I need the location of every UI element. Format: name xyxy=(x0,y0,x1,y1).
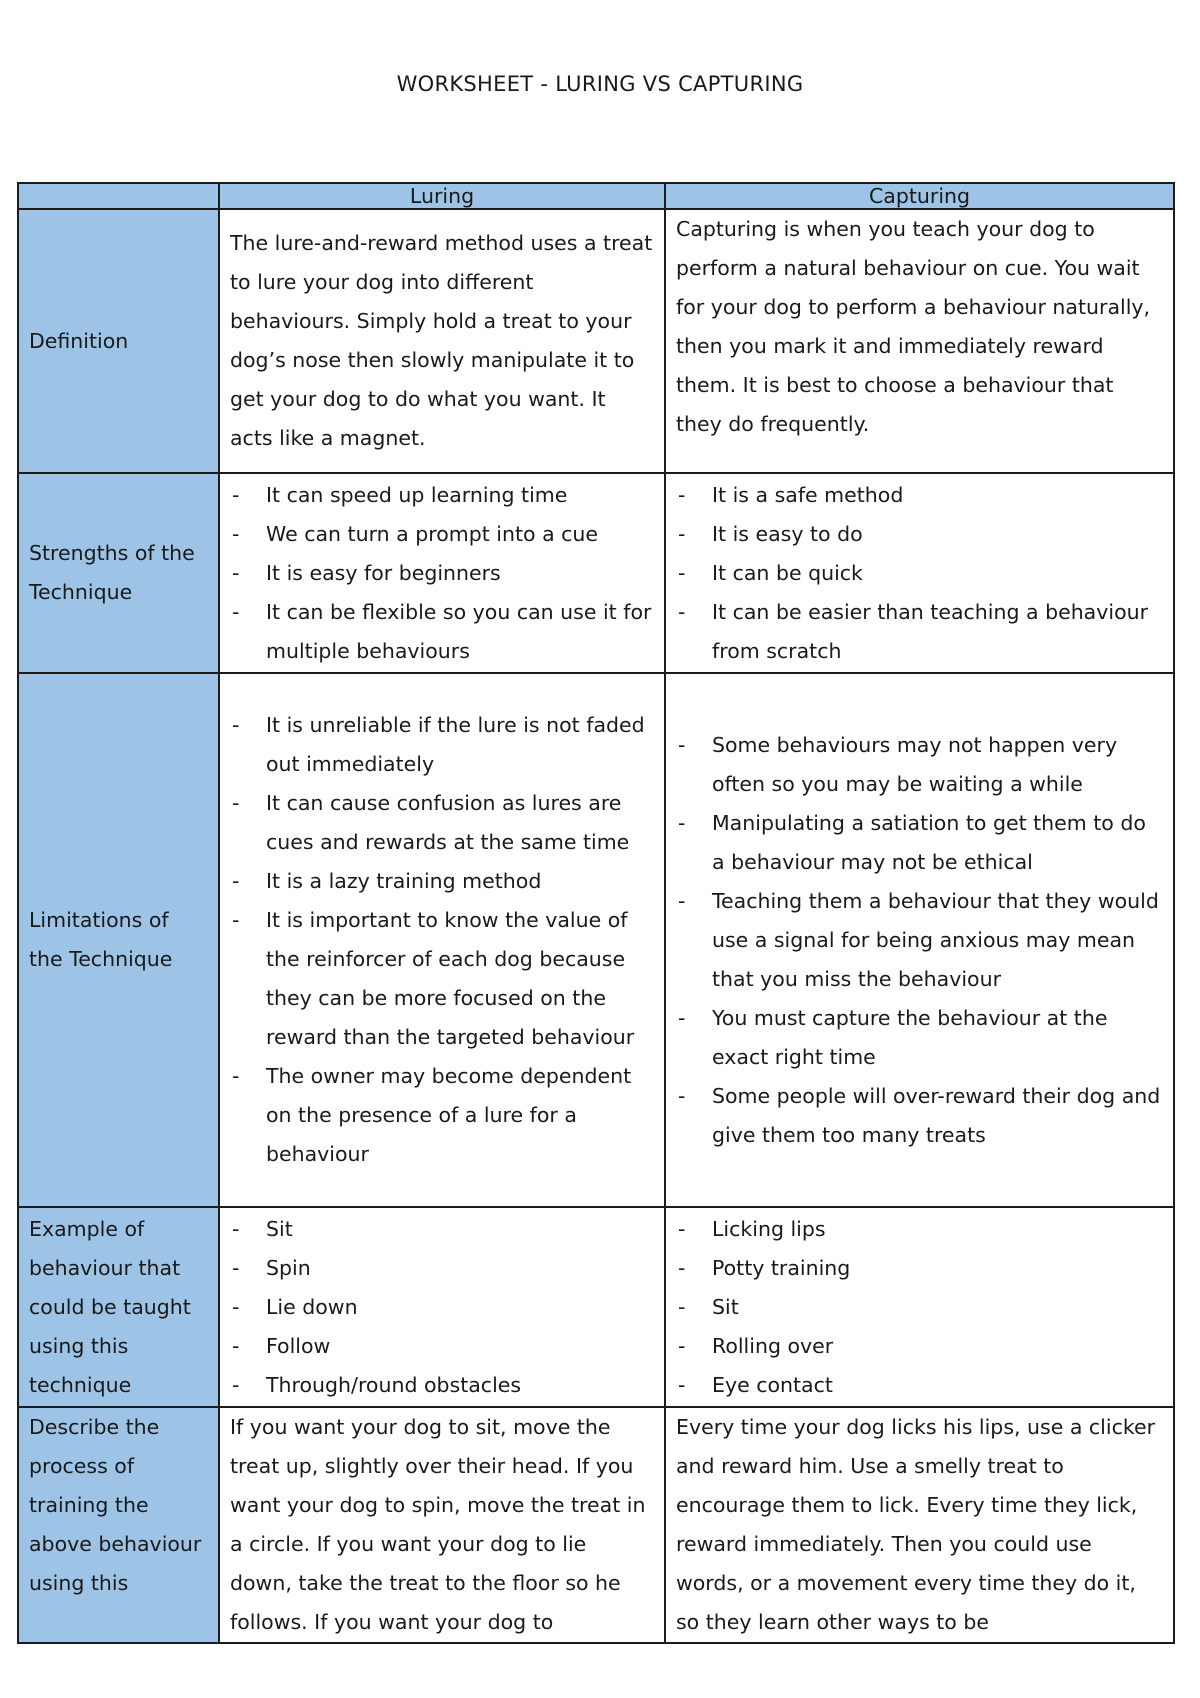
definition-capturing-text: Capturing is when you teach your dog to perform a natural behaviour on cue. You wait for your dog to perform a behaviour naturally, then you mark it and immediately reward them. It is best to choose a behaviour that they do frequently. xyxy=(676,217,1151,436)
list-item: - Rolling over xyxy=(676,1327,1163,1366)
list-item: - It can be flexible so you can use it for multiple behaviours xyxy=(230,593,654,671)
list-item: - It can speed up learning time xyxy=(230,476,654,515)
strengths-luring xyxy=(219,473,665,673)
definition-luring-text: The lure-and-reward method uses a treat to lure your dog into different behaviours. Simply hold a treat to your dog’s nose then slowly manipulate it to get your dog to do what you want. It acts like a magnet. xyxy=(230,231,653,450)
header-blank-cell xyxy=(18,183,219,209)
process-luring xyxy=(219,1407,665,1643)
header-luring: Luring xyxy=(219,183,665,209)
examples-row xyxy=(18,1207,1174,1407)
list-item: - Eye contact xyxy=(676,1366,1163,1405)
list-item: - Sit xyxy=(676,1288,1163,1327)
process-luring-text: If you want your dog to sit, move the treat up, slightly over their head. If you want your dog to spin, move the treat in a circle. If you want your dog to lie down, take the treat to the floor so he follows. If you want your dog to xyxy=(230,1415,646,1634)
list-item: - Through/round obstacles xyxy=(230,1366,654,1405)
list-item: - Potty training xyxy=(676,1249,1163,1288)
list-item: - It can be quick xyxy=(676,554,1163,593)
list-item: - It is important to know the value of the reinforcer of each dog because they can be more focused on the reward than the targeted behaviour xyxy=(230,901,654,1057)
list-item: - Some behaviours may not happen very often so you may be waiting a while xyxy=(676,726,1163,804)
process-row xyxy=(18,1407,1174,1643)
list-item: - The owner may become dependent on the presence of a lure for a behaviour xyxy=(230,1057,654,1174)
limitations-row xyxy=(18,673,1174,1207)
list-item: - We can turn a prompt into a cue xyxy=(230,515,654,554)
process-capturing-text: Every time your dog licks his lips, use a clicker and reward him. Use a smelly treat to encourage them to lick. Every time they lick, reward immediately. Then you could use words, or a movement every time they do it, so they learn other ways to be xyxy=(676,1415,1156,1634)
strengths-row xyxy=(18,473,1174,673)
list-item: - Spin xyxy=(230,1249,654,1288)
list-item: - You must capture the behaviour at the exact right time xyxy=(676,999,1163,1077)
header-capturing: Capturing xyxy=(665,183,1174,209)
examples-capturing xyxy=(665,1207,1174,1407)
list-item: - It can cause confusion as lures are cues and rewards at the same time xyxy=(230,784,654,862)
list-item: - Lie down xyxy=(230,1288,654,1327)
list-item: - Manipulating a satiation to get them to do a behaviour may not be ethical xyxy=(676,804,1163,882)
list-item: - It is easy to do xyxy=(676,515,1163,554)
list-item: - Sit xyxy=(230,1210,654,1249)
list-item: - Teaching them a behaviour that they would use a signal for being anxious may mean that you miss the behaviour xyxy=(676,882,1163,999)
list-item: - Licking lips xyxy=(676,1210,1163,1249)
examples-luring xyxy=(219,1207,665,1407)
process-label: Describe the process of training the above behaviour using this xyxy=(18,1407,219,1643)
list-item: - It is unreliable if the lure is not faded out immediately xyxy=(230,706,654,784)
comparison-table xyxy=(17,182,1175,1644)
definition-capturing xyxy=(665,209,1174,473)
worksheet-title: WORKSHEET - LURING VS CAPTURING xyxy=(396,72,804,96)
definition-row xyxy=(18,209,1174,473)
definition-luring xyxy=(219,209,665,473)
list-item: - It is a safe method xyxy=(676,476,1163,515)
process-capturing xyxy=(665,1407,1174,1643)
limitations-label: Limitations of the Technique xyxy=(18,673,219,1207)
definition-label: Definition xyxy=(18,209,219,473)
examples-label: Example of behaviour that could be taught using this technique xyxy=(18,1207,219,1407)
strengths-capturing xyxy=(665,473,1174,673)
limitations-capturing xyxy=(665,673,1174,1207)
list-item: - It can be easier than teaching a behaviour from scratch xyxy=(676,593,1163,671)
header-row xyxy=(18,183,1174,209)
list-item: - It is easy for beginners xyxy=(230,554,654,593)
list-item: - It is a lazy training method xyxy=(230,862,654,901)
list-item: - Some people will over-reward their dog and give them too many treats xyxy=(676,1077,1163,1155)
list-item: - Follow xyxy=(230,1327,654,1366)
limitations-luring xyxy=(219,673,665,1207)
strengths-label: Strengths of the Technique xyxy=(18,473,219,673)
